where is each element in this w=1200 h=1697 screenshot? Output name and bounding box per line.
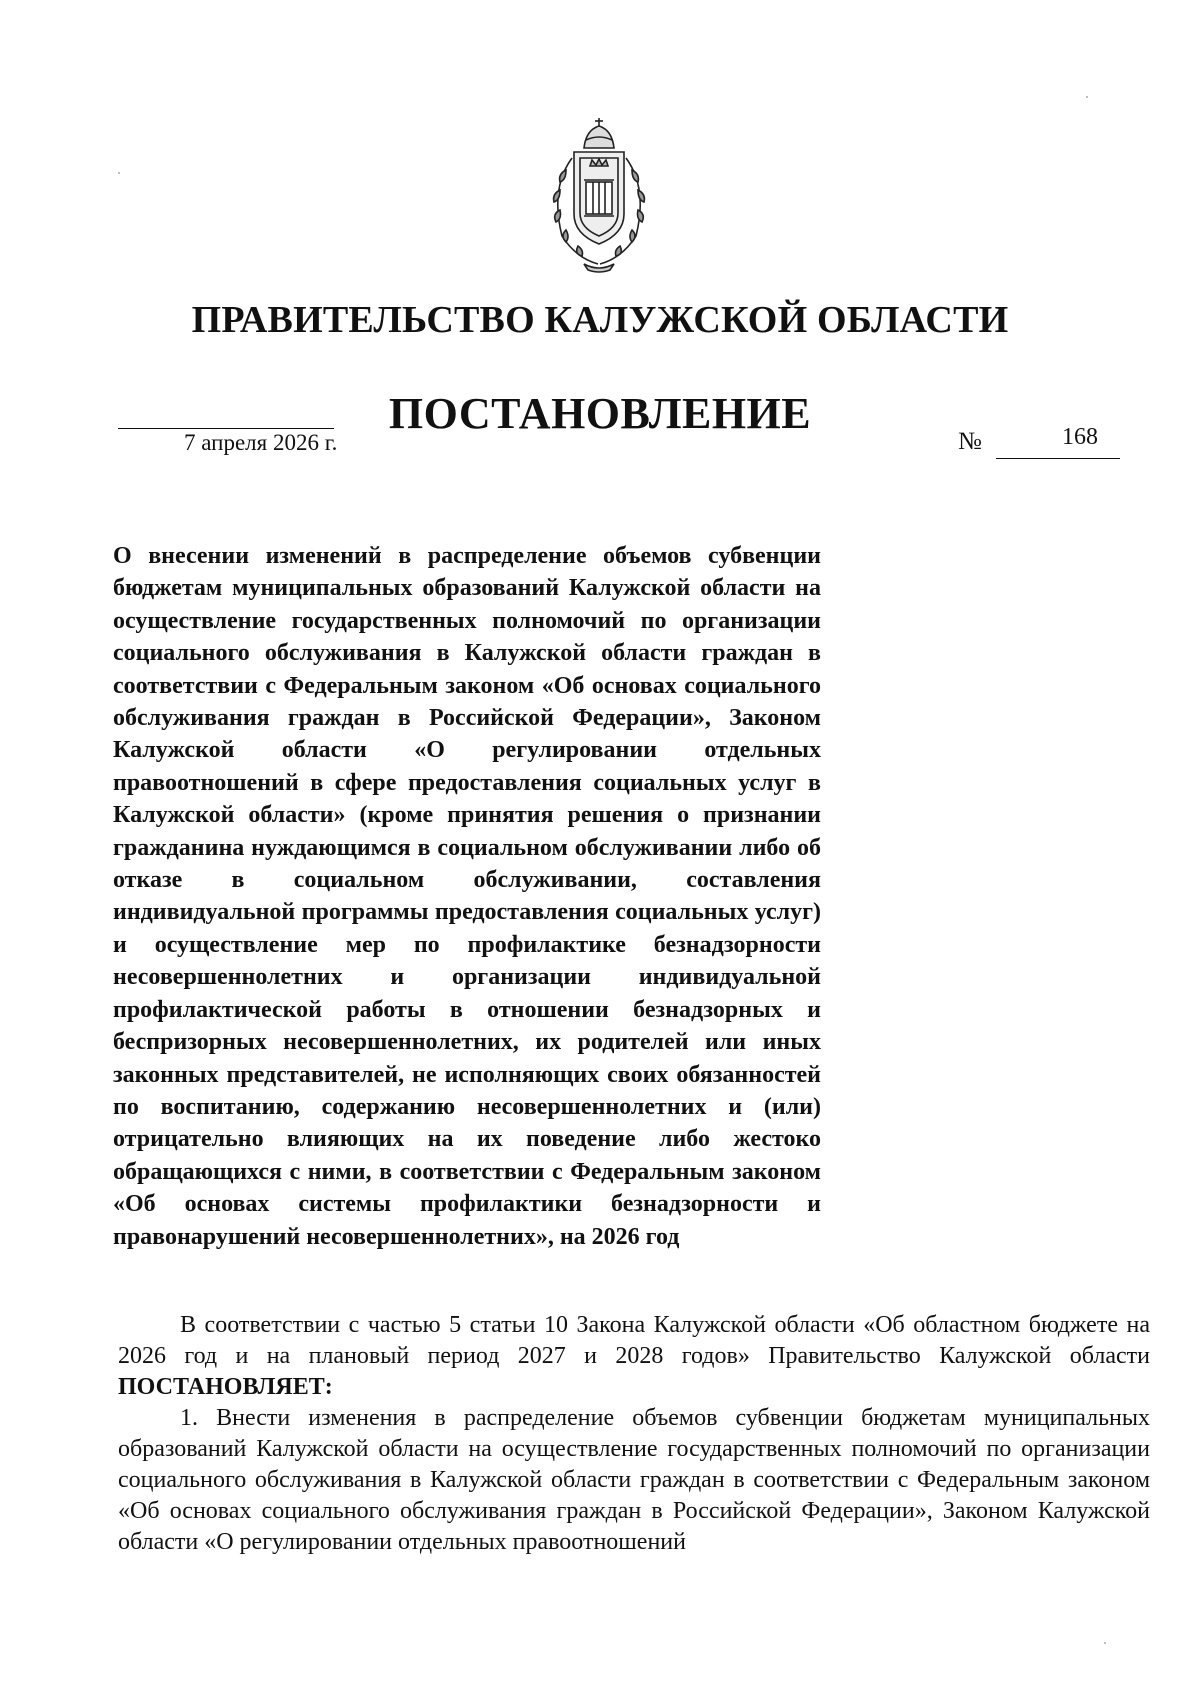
preamble-paragraph	[118, 1310, 1150, 1403]
coat-of-arms-icon	[536, 118, 662, 273]
preamble-text: В соответствии с частью 5 статьи 10 Закона Калужской области «Об областном бюджете на 2026 год и на плановый период 2027 и 2028 годов» Правительство Калужской области	[118, 1312, 1150, 1369]
document-number: 168	[1062, 424, 1098, 450]
document-body	[118, 1310, 1150, 1558]
scan-speck	[118, 172, 120, 174]
number-underline	[996, 428, 1120, 459]
document-title: О внесении изменений в распределение объемов субвенции бюджетам муниципальных образований Калужской области на осуществление государственных полномочий по организации социального обслуживания в Калужской области граждан в соответствии с Федеральным законом «Об основах социального обслуживания граждан в Российской Федерации», Законом Калужской области «О регулировании отдельных правоотношений в сфере предоставления социальных услуг в Калужской области» (кроме принятия решения о признании гражданина нуждающимся в социальном обслуживании либо об отказе в социальном обслуживании, составления индивидуальной программы предоставления социальных услуг) и осуществление мер по профилактике безнадзорности несовершеннолетних и организации индивидуальной профилактической работы в отношении безнадзорных и беспризорных несовершеннолетних, их родителей или иных законных представителей, не исполняющих своих обязанностей по воспитанию, содержанию несовершеннолетних и (или) отрицательно влияющих на их поведение либо жестоко обращающихся с ними, в соответствии с Федеральным законом «Об основах системы профилактики безнадзорности и правонарушений несовершеннолетних», на 2026 год	[113, 543, 821, 1250]
scan-speck	[1104, 1642, 1106, 1644]
organization-name: ПРАВИТЕЛЬСТВО КАЛУЖСКОЙ ОБЛАСТИ	[191, 299, 1009, 341]
document-date: 7 апреля 2026 г.	[184, 430, 338, 455]
scan-speck	[1086, 96, 1088, 98]
number-label: №	[958, 428, 982, 455]
item-1-paragraph: 1. Внести изменения в распределение объемов субвенции бюджетам муниципальных образований Калужской области на осуществление государственных полномочий по организации социального обслуживания в Калужской области граждан в соответствии с Федеральным законом «Об основах социального обслуживания граждан в Российской Федерации», Законом Калужской области «О регулировании отдельных правоотношений	[118, 1405, 1150, 1555]
document-type: ПОСТАНОВЛЕНИЕ	[388, 389, 812, 438]
date-underline	[118, 428, 334, 429]
decree-word: ПОСТАНОВЛЯЕТ:	[118, 1374, 333, 1400]
